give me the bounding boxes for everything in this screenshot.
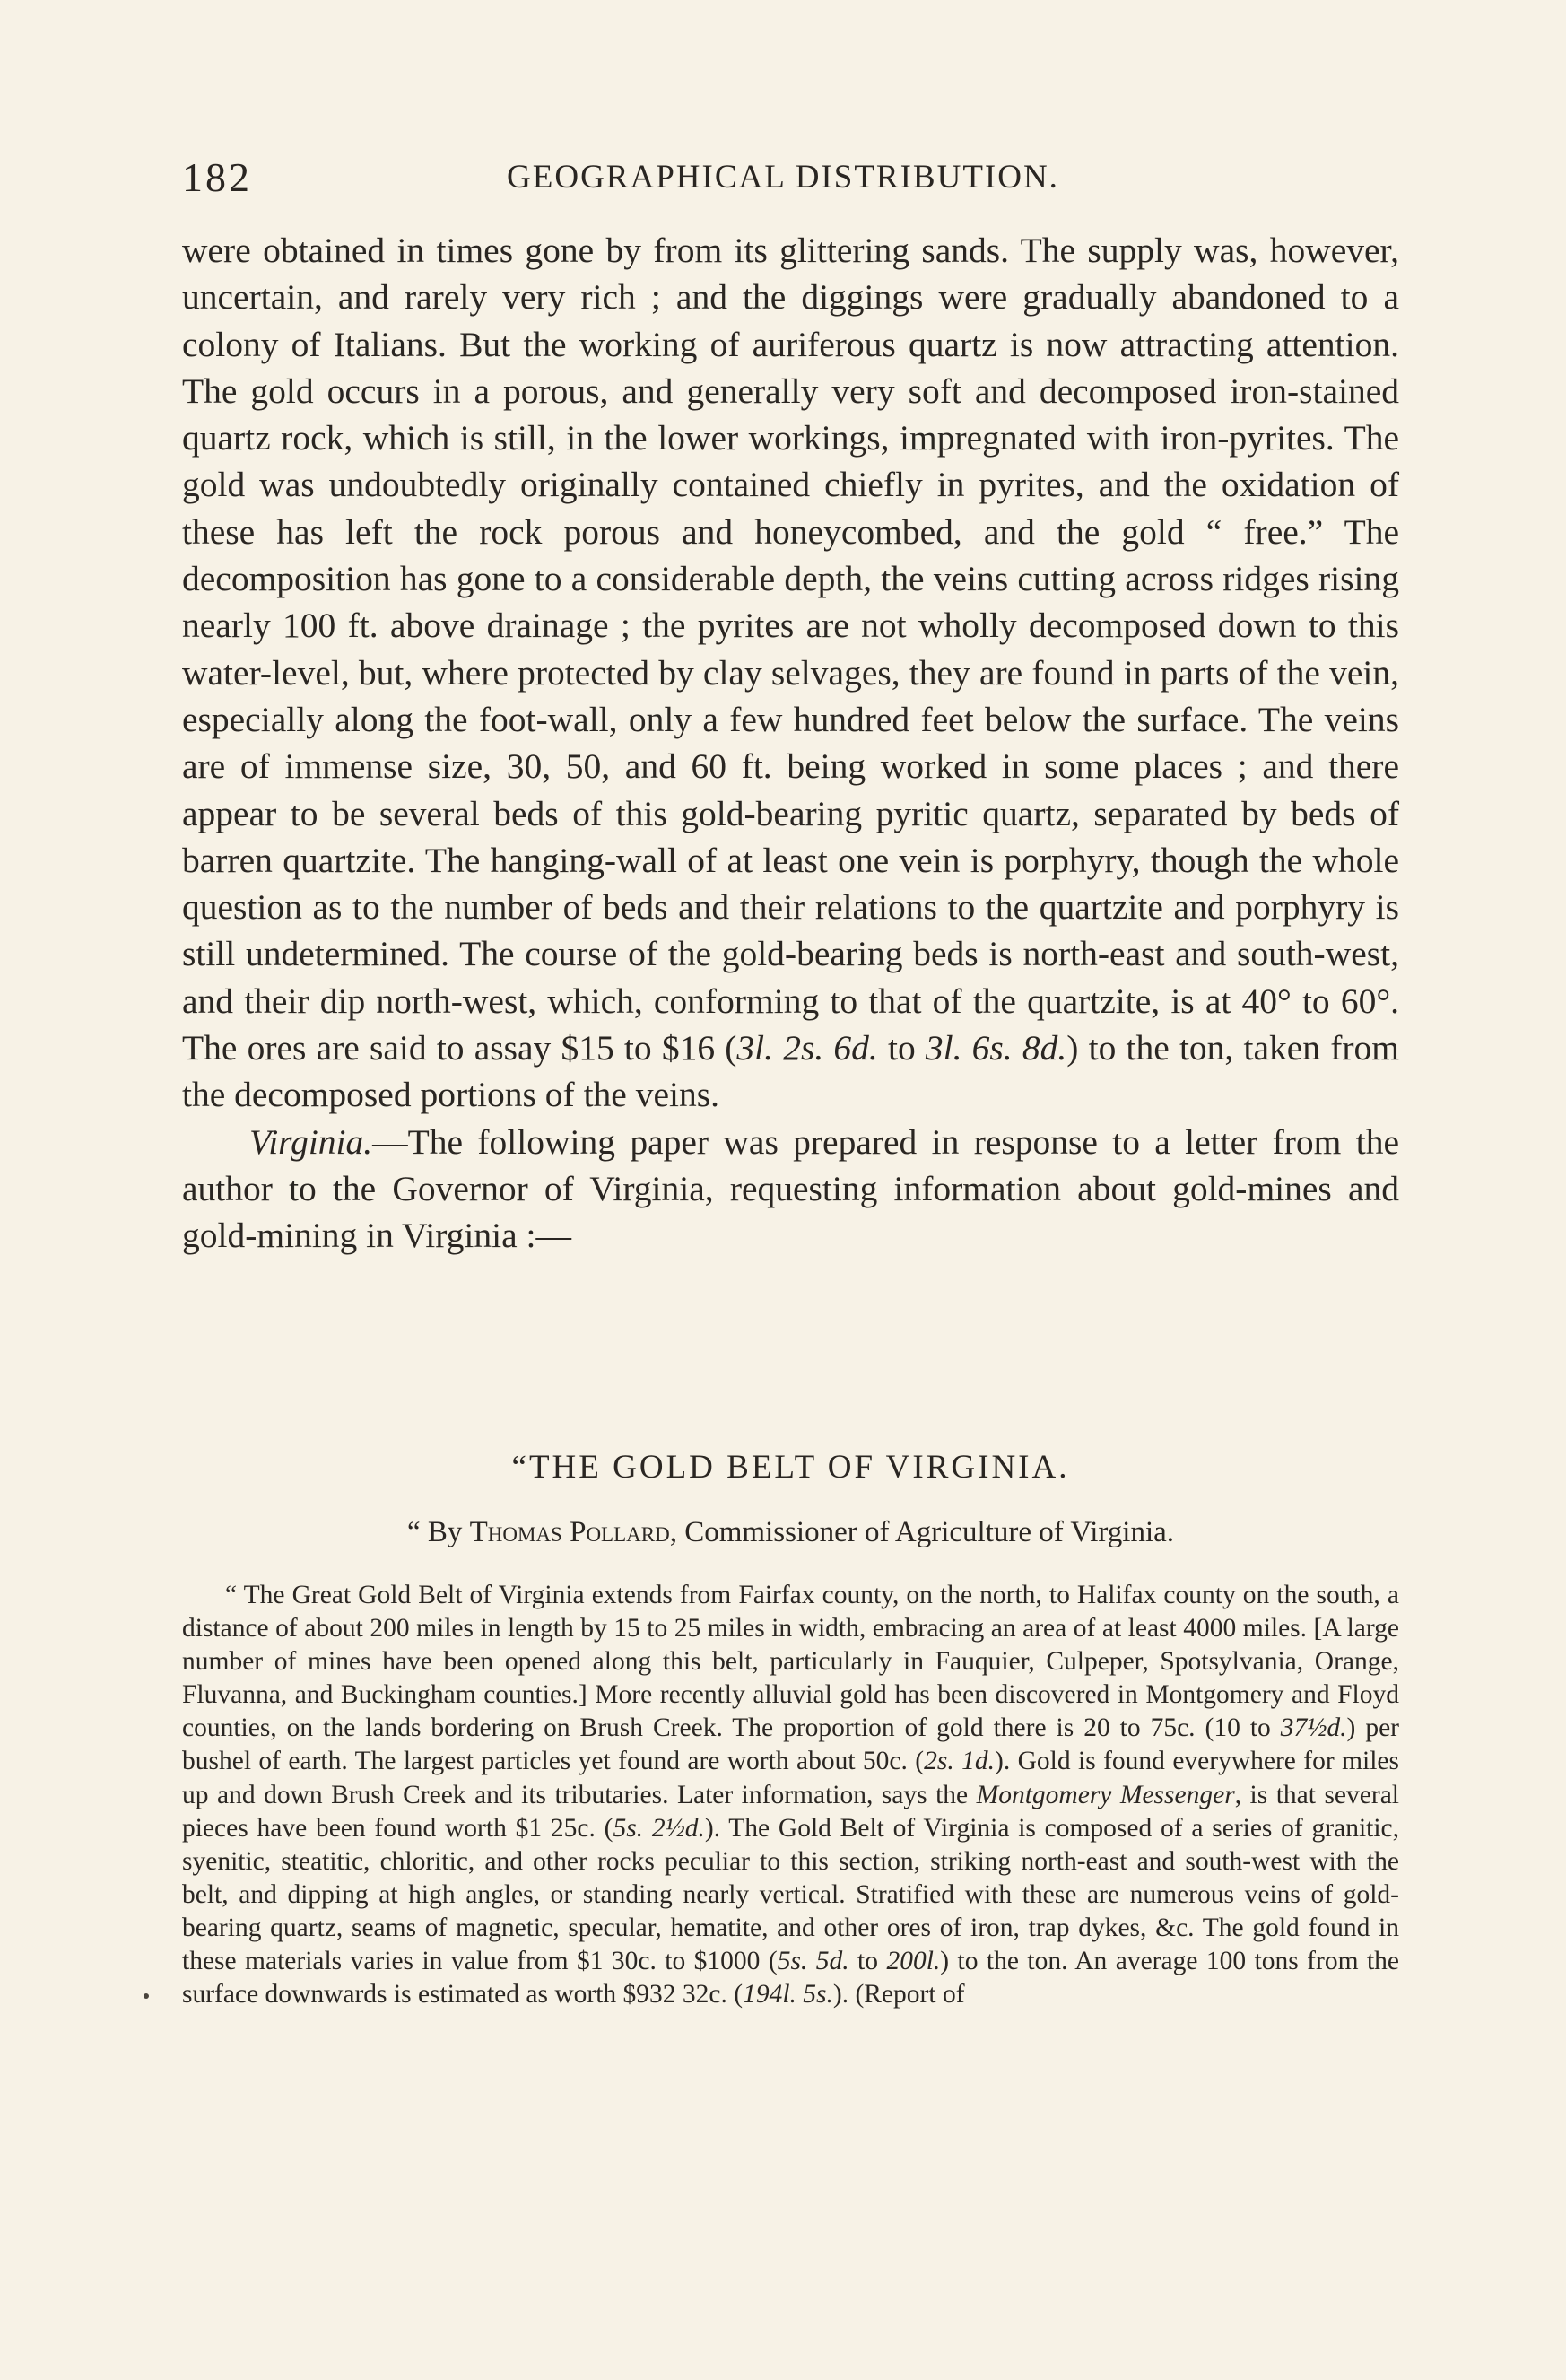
paragraph-continued xyxy=(182,227,1399,1119)
newspaper-title: Montgomery Messenger xyxy=(976,1780,1235,1809)
connector-text: to xyxy=(848,1947,887,1976)
quote-text: , is that several pieces have been found worth $1 25c. ( xyxy=(182,1780,1399,1843)
quoted-article-title: “THE GOLD BELT OF VIRGINIA. xyxy=(511,1449,1070,1486)
section-lead: Virginia. xyxy=(249,1121,373,1162)
quote-text: ) per bushel of earth. The largest particles yet found are worth about 50c. ( xyxy=(182,1713,1399,1776)
quote-text: ) to the ton. An average 100 tons from the surface downwards is estimated as worth $932 32c. ( xyxy=(182,1947,1399,2009)
currency-amount: 3l. 2s. 6d. xyxy=(736,1028,878,1068)
running-head: GEOGRAPHICAL DISTRIBUTION. xyxy=(507,159,1059,196)
paragraph-text: —The following paper was prepared in response to a letter from the author to the Governor of Virginia, requesting information about gold-mines and gold-mining in Virginia :— xyxy=(182,1121,1399,1256)
quote-text: ). (Report of xyxy=(832,1980,965,2009)
byline-prefix: “ By xyxy=(406,1516,470,1548)
currency-amount: 194l. 5s. xyxy=(743,1980,833,2009)
currency-amount: 200l. xyxy=(886,1947,941,1976)
quoted-article-byline xyxy=(182,1513,1399,1552)
paragraph-text: were obtained in times gone by from its glittering sands. The supply was, however, uncertain, and rarely very rich ; and the diggings were gradually abandoned to a colony of Italians. But the working of auriferous quartz is now attracting attention. The gold occurs in a porous, and generally very soft and decomposed iron-stained quartz rock, which is still, in the lower workings, impregnated with iron-pyrites. The gold was undoubtedly originally contained chiefly in pyrites, and the oxidation of these has left the rock porous and honeycombed, and the gold “ free.” The decomposition has gone to a considerable depth, the veins cutting across ridges rising nearly 100 ft. above drainage ; the pyrites are not wholly decomposed down to this water-level, but, where protected by clay selvages, they are found in parts of the vein, especially along the foot-wall, only a few hundred feet below the surface. The veins are of immense size, 30, 50, and 60 ft. being worked in some places ; and there appear to be several beds of this gold-bearing pyritic quartz, separated by beds of barren quartzite. The hanging-wall of at least one vein is porphyry, though the whole question as to the number of beds and their relations to the quartzite and porphyry is still undetermined. The course of the gold-bearing beds is north-east and south-west, and their dip north-west, which, conforming to that of the quartzite, is at 40° to 60°. The ores are said to assay $15 to $16 ( xyxy=(182,231,1399,1068)
paragraph-virginia xyxy=(182,1119,1399,1260)
author-title: , Commissioner of Agriculture of Virginia. xyxy=(669,1516,1175,1548)
quote-text: “ The Great Gold Belt of Virginia extends from Fairfax county, on the north, to Halifax county on the south, a distance of about 200 miles in length by 15 to 25 miles in width, embracing an area of at least 4000 miles. [A large number of mines have been opened along this belt, particularly in Fauquier, Culpeper, Spotsylvania, Orange, Fluvanna, and Buckingham counties.] More recently alluvial gold has been discovered in Montgomery and Floyd counties, on the lands bordering on Brush Creek. The proportion of gold there is 20 to 75c. (10 to xyxy=(182,1581,1399,1743)
margin-dot-mark xyxy=(144,1993,149,1999)
paragraph-text: ) to the ton, taken from the decomposed portions of the veins. xyxy=(182,1028,1399,1115)
connector-text: to xyxy=(877,1028,926,1068)
currency-amount: 37½d. xyxy=(1280,1713,1347,1743)
main-text xyxy=(182,227,1399,1260)
page-header xyxy=(182,151,1384,205)
quoted-article-text xyxy=(182,1579,1399,2011)
author-name: Thomas Pollard xyxy=(469,1516,670,1548)
currency-amount: 5s. 5d. xyxy=(777,1947,849,1976)
quote-paragraph xyxy=(182,1579,1399,2011)
currency-amount: 5s. 2½d. xyxy=(613,1813,705,1843)
currency-amount: 3l. 6s. 8d. xyxy=(925,1028,1067,1068)
quote-text: ). Gold is found everywhere for miles up and down Brush Creek and its tributaries. Later information, says the xyxy=(182,1747,1400,1809)
currency-amount: 2s. 1d. xyxy=(924,1747,996,1776)
page-number: 182 xyxy=(182,154,252,200)
quote-text: ). The Gold Belt of Virginia is composed of a series of granitic, syenitic, steatitic, chloritic, and other rocks peculiar to this section, striking north-east and south-west with the belt, and dipping at high angles, or standing nearly vertical. Stratified with these are numerous veins of gold-bearing quartz, seams of magnetic, specular, hematite, and other ores of iron, trap dykes, &c. The gold found in these materials varies in value from $1 30c. to $1000 ( xyxy=(182,1813,1399,1976)
